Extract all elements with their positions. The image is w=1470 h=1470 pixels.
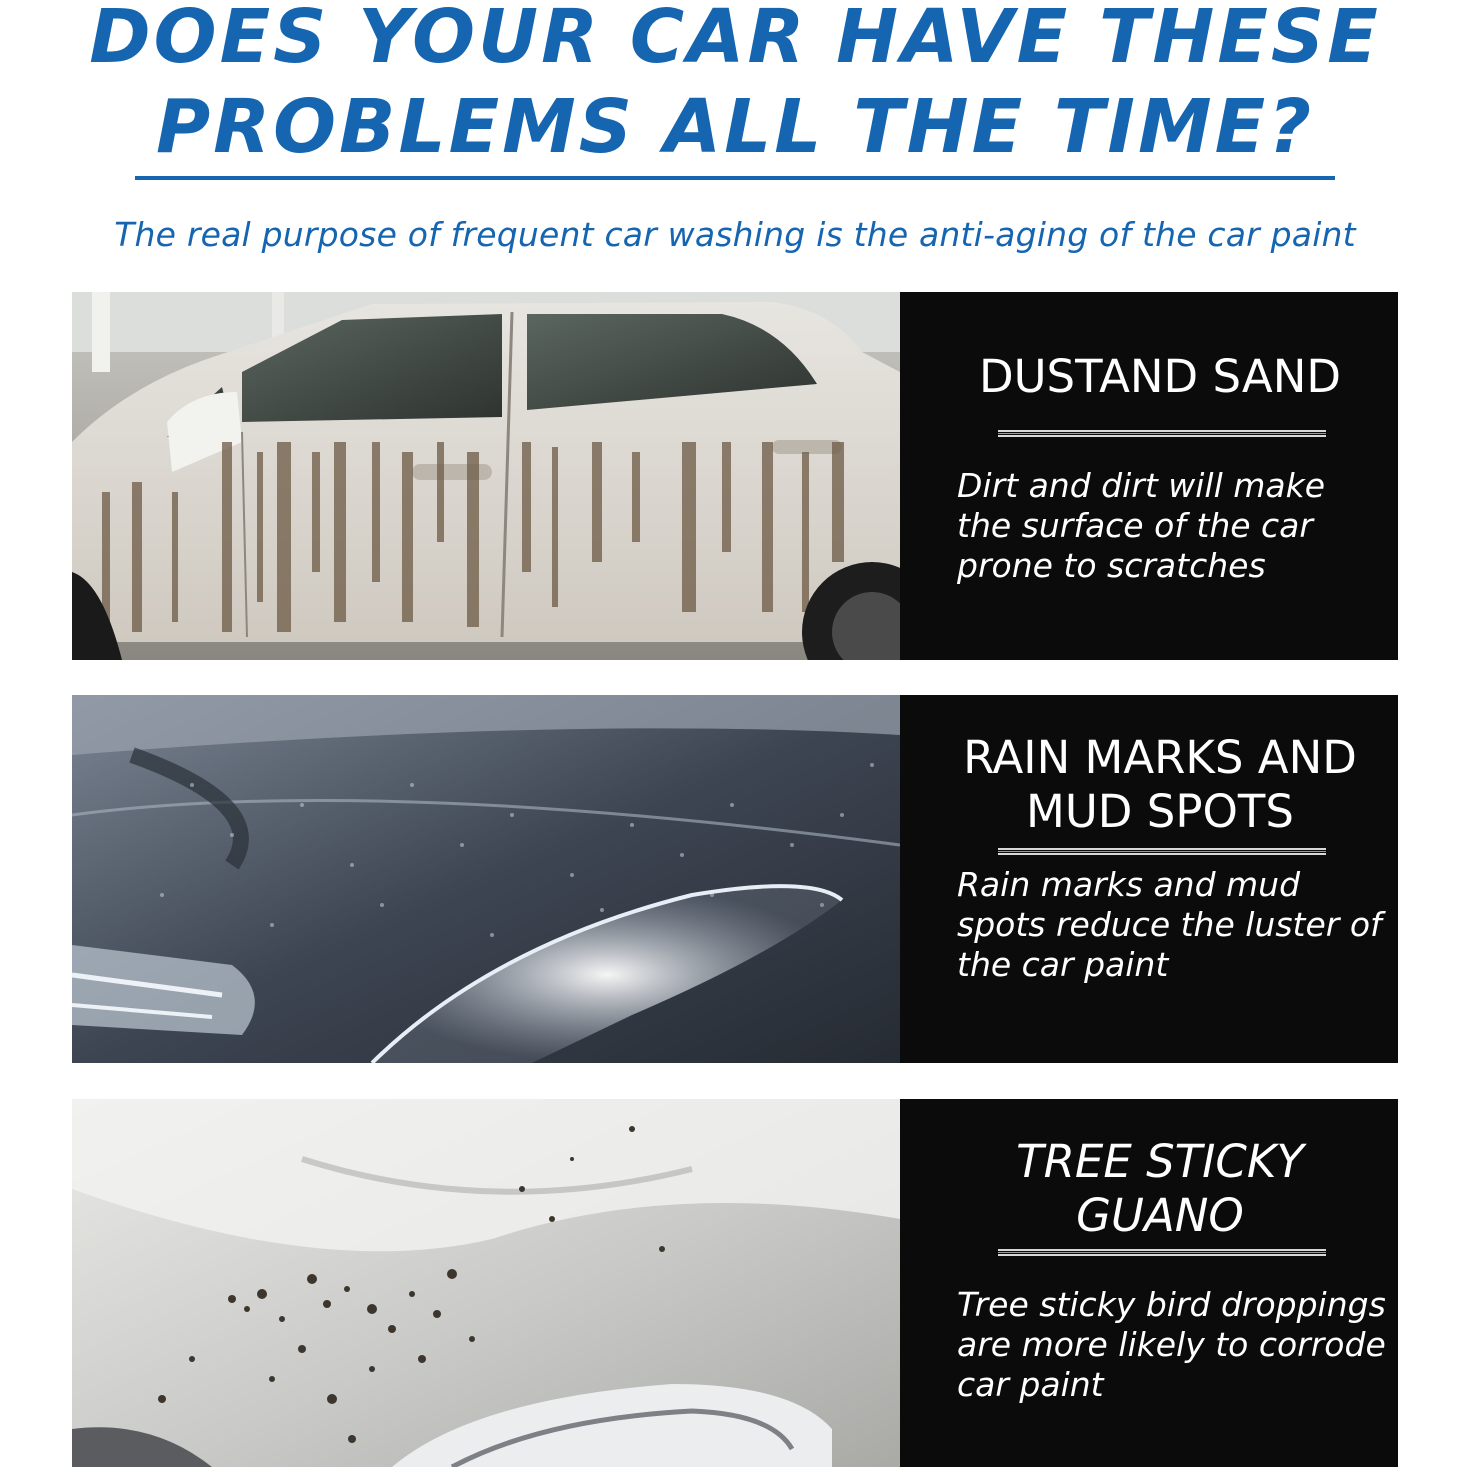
problem-info-2 [900,695,1398,1063]
problem-description-3: Tree sticky bird droppings are more likely to corrode car paint [957,1285,1386,1404]
dirty-hood-illustration [72,695,900,1063]
title-divider-3 [998,1249,1326,1256]
subtitle: The real purpose of frequent car washing is the anti-aging of the car paint [114,215,1356,254]
title-divider-1 [998,430,1326,437]
muddy-suv-illustration [72,292,900,660]
headline-line-2: PROBLEMS ALL THE TIME? [155,84,1315,170]
problem-panel-tree-sticky-guano [72,1099,1398,1467]
problem-info-3 [900,1099,1398,1467]
silver-hood-photo [72,1099,900,1467]
problem-panel-dust-sand [72,292,1398,660]
problem-info-1 [900,292,1398,660]
problem-title-3: TREE STICKY GUANO [1016,1135,1304,1242]
dirty-hood-photo [72,695,900,1063]
title-divider-2 [998,848,1326,855]
silver-hood-illustration [72,1099,900,1467]
problem-title-1: DUSTAND SAND [978,350,1342,403]
problem-panel-rain-mud [72,695,1398,1063]
problem-description-2: Rain marks and mud spots reduce the luster of the car paint [957,865,1382,984]
headline [0,0,1470,172]
headline-underline [135,176,1335,180]
headline-line-1: DOES YOUR CAR HAVE THESE [89,0,1381,80]
problem-description-1: Dirt and dirt will make the surface of the car prone to scratches [957,466,1326,585]
problem-title-2: RAIN MARKS AND MUD SPOTS [963,731,1357,838]
muddy-suv-photo [72,292,900,660]
